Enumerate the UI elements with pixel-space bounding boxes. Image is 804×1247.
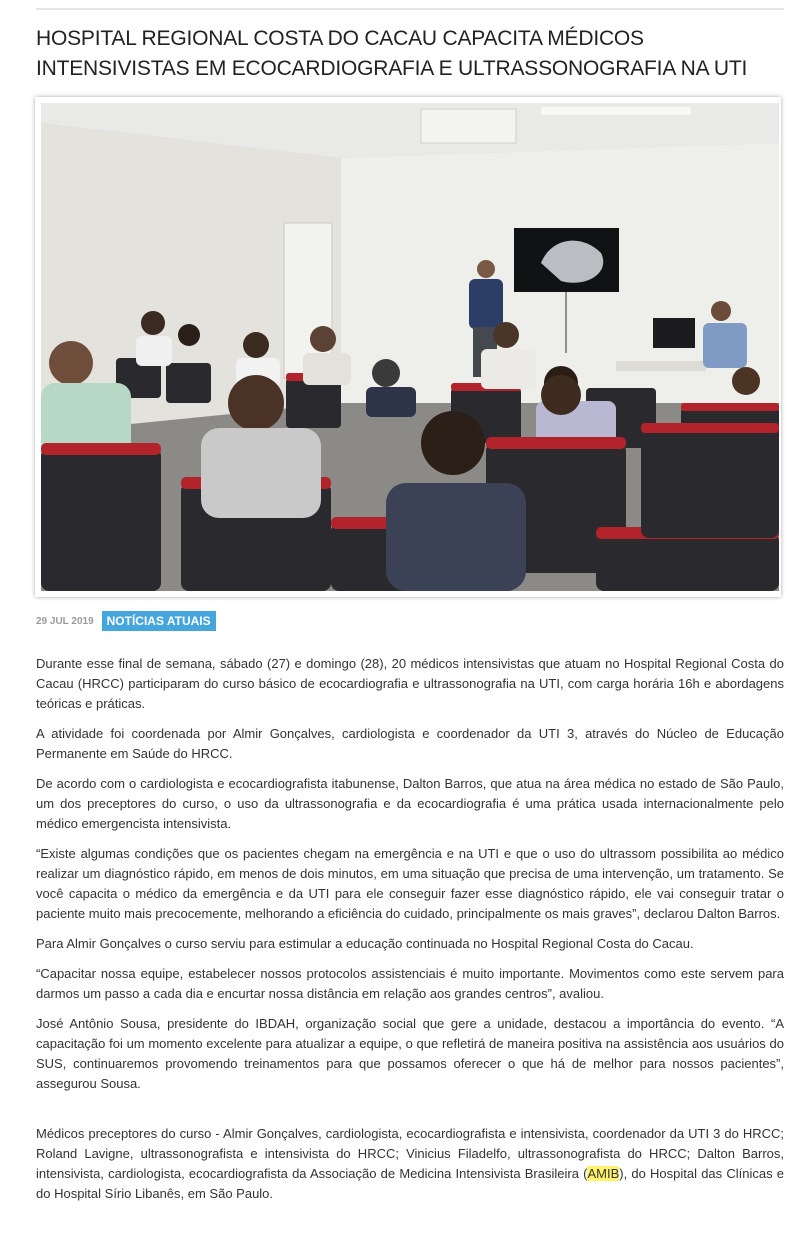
preceptors-text-before: Médicos preceptores do curso - Almir Gonçalves, cardiologista, ecocardiografista e intensivista, coordenador da UTI 3 do HRCC; Roland Lavigne, ultrassonografista e intensivista do HRCC; Vinicius Filadelfo, ultrassonografista do HRCC; Dalton Barros, intensivista, cardiologista, ecocardiografista da Associação de Medicina Intensivista Brasileira (: [36, 1126, 784, 1181]
article-paragraph-5: Para Almir Gonçalves o curso serviu para estimular a educação continuada no Hospital Regional Costa do Cacau.: [36, 936, 694, 951]
preceptors-text-after: ), do Hospital das Clínicas e do Hospital Sírio Libanês, em São Paulo.: [36, 1166, 784, 1201]
article-paragraph-7: José Antônio Sousa, presidente do IBDAH, organização social que gere a unidade, destacou a importância do evento. “A capacitação foi um momento excelente para atualizar a equipe, o que refletirá de maneira positiva na assistência aos usuários do SUS, continuaremos provomendo treinamentos para que possamos oferecer o que há de melhor para nossos pacientes”, assegurou Sousa.: [36, 1016, 784, 1091]
article-paragraph-1: Durante esse final de semana, sábado (27) e domingo (28), 20 médicos intensivistas que atuam no Hospital Regional Costa do Cacau (HRCC) participaram do curso básico de ecocardiografia e ultrassonografia na UTI, com carga horária 16h e abordagens teóricas e práticas.: [36, 656, 784, 711]
article-paragraph-6: “Capacitar nossa equipe, estabelecer nossos protocolos assistenciais é muito importante. Movimentos como este servem para darmos um passo a cada dia e encurtar nossa distância em relação aos grandes centros”, avaliou.: [36, 966, 784, 1001]
article-body: [36, 654, 784, 1214]
amib-highlight: AMIB: [587, 1166, 620, 1181]
top-divider: [36, 8, 784, 10]
classroom-photo: [41, 103, 779, 591]
paragraph-gap: [36, 1104, 784, 1124]
article-photo-frame: [35, 97, 781, 597]
article-meta: [36, 611, 216, 631]
article-title: HOSPITAL REGIONAL COSTA DO CACAU CAPACITA MÉDICOS INTENSIVISTAS EM ECOCARDIOGRAFIA E ULTRASSONOGRAFIA NA UTI: [36, 27, 748, 80]
article-paragraph-4: “Existe algumas condições que os pacientes chegam na emergência e na UTI e que o uso do ultrassom possibilita ao médico realizar um diagnóstico rápido, em menos de dois minutos, em uma situação que precisa de uma intervenção, um tratamento. Se você capacita o médico da emergência e da UTI para ele conseguir fazer esse diagnóstico rápido, ele vai conseguir tratar o paciente muito mais precocemente, melhorando a eficiência do cuidado, principalmente os mais graves”, declarou Dalton Barros.: [36, 846, 784, 921]
article-date: 29 JUL 2019: [36, 615, 94, 627]
article-photo[interactable]: [41, 103, 779, 591]
article-paragraph-preceptors: [36, 1124, 784, 1204]
article-paragraph-3: De acordo com o cardiologista e ecocardiografista itabunense, Dalton Barros, que atua na área médica no estado de São Paulo, um dos preceptores do curso, o uso da ultrassonografia e da ecocardiografia é uma prática usada internacionalmente pelo médico emergencista intensivista.: [36, 776, 784, 831]
article-paragraph-2: A atividade foi coordenada por Almir Gonçalves, cardiologista e coordenador da UTI 3, através do Núcleo de Educação Permanente em Saúde do HRCC.: [36, 726, 784, 761]
category-badge[interactable]: NOTÍCIAS ATUAIS: [102, 611, 216, 631]
